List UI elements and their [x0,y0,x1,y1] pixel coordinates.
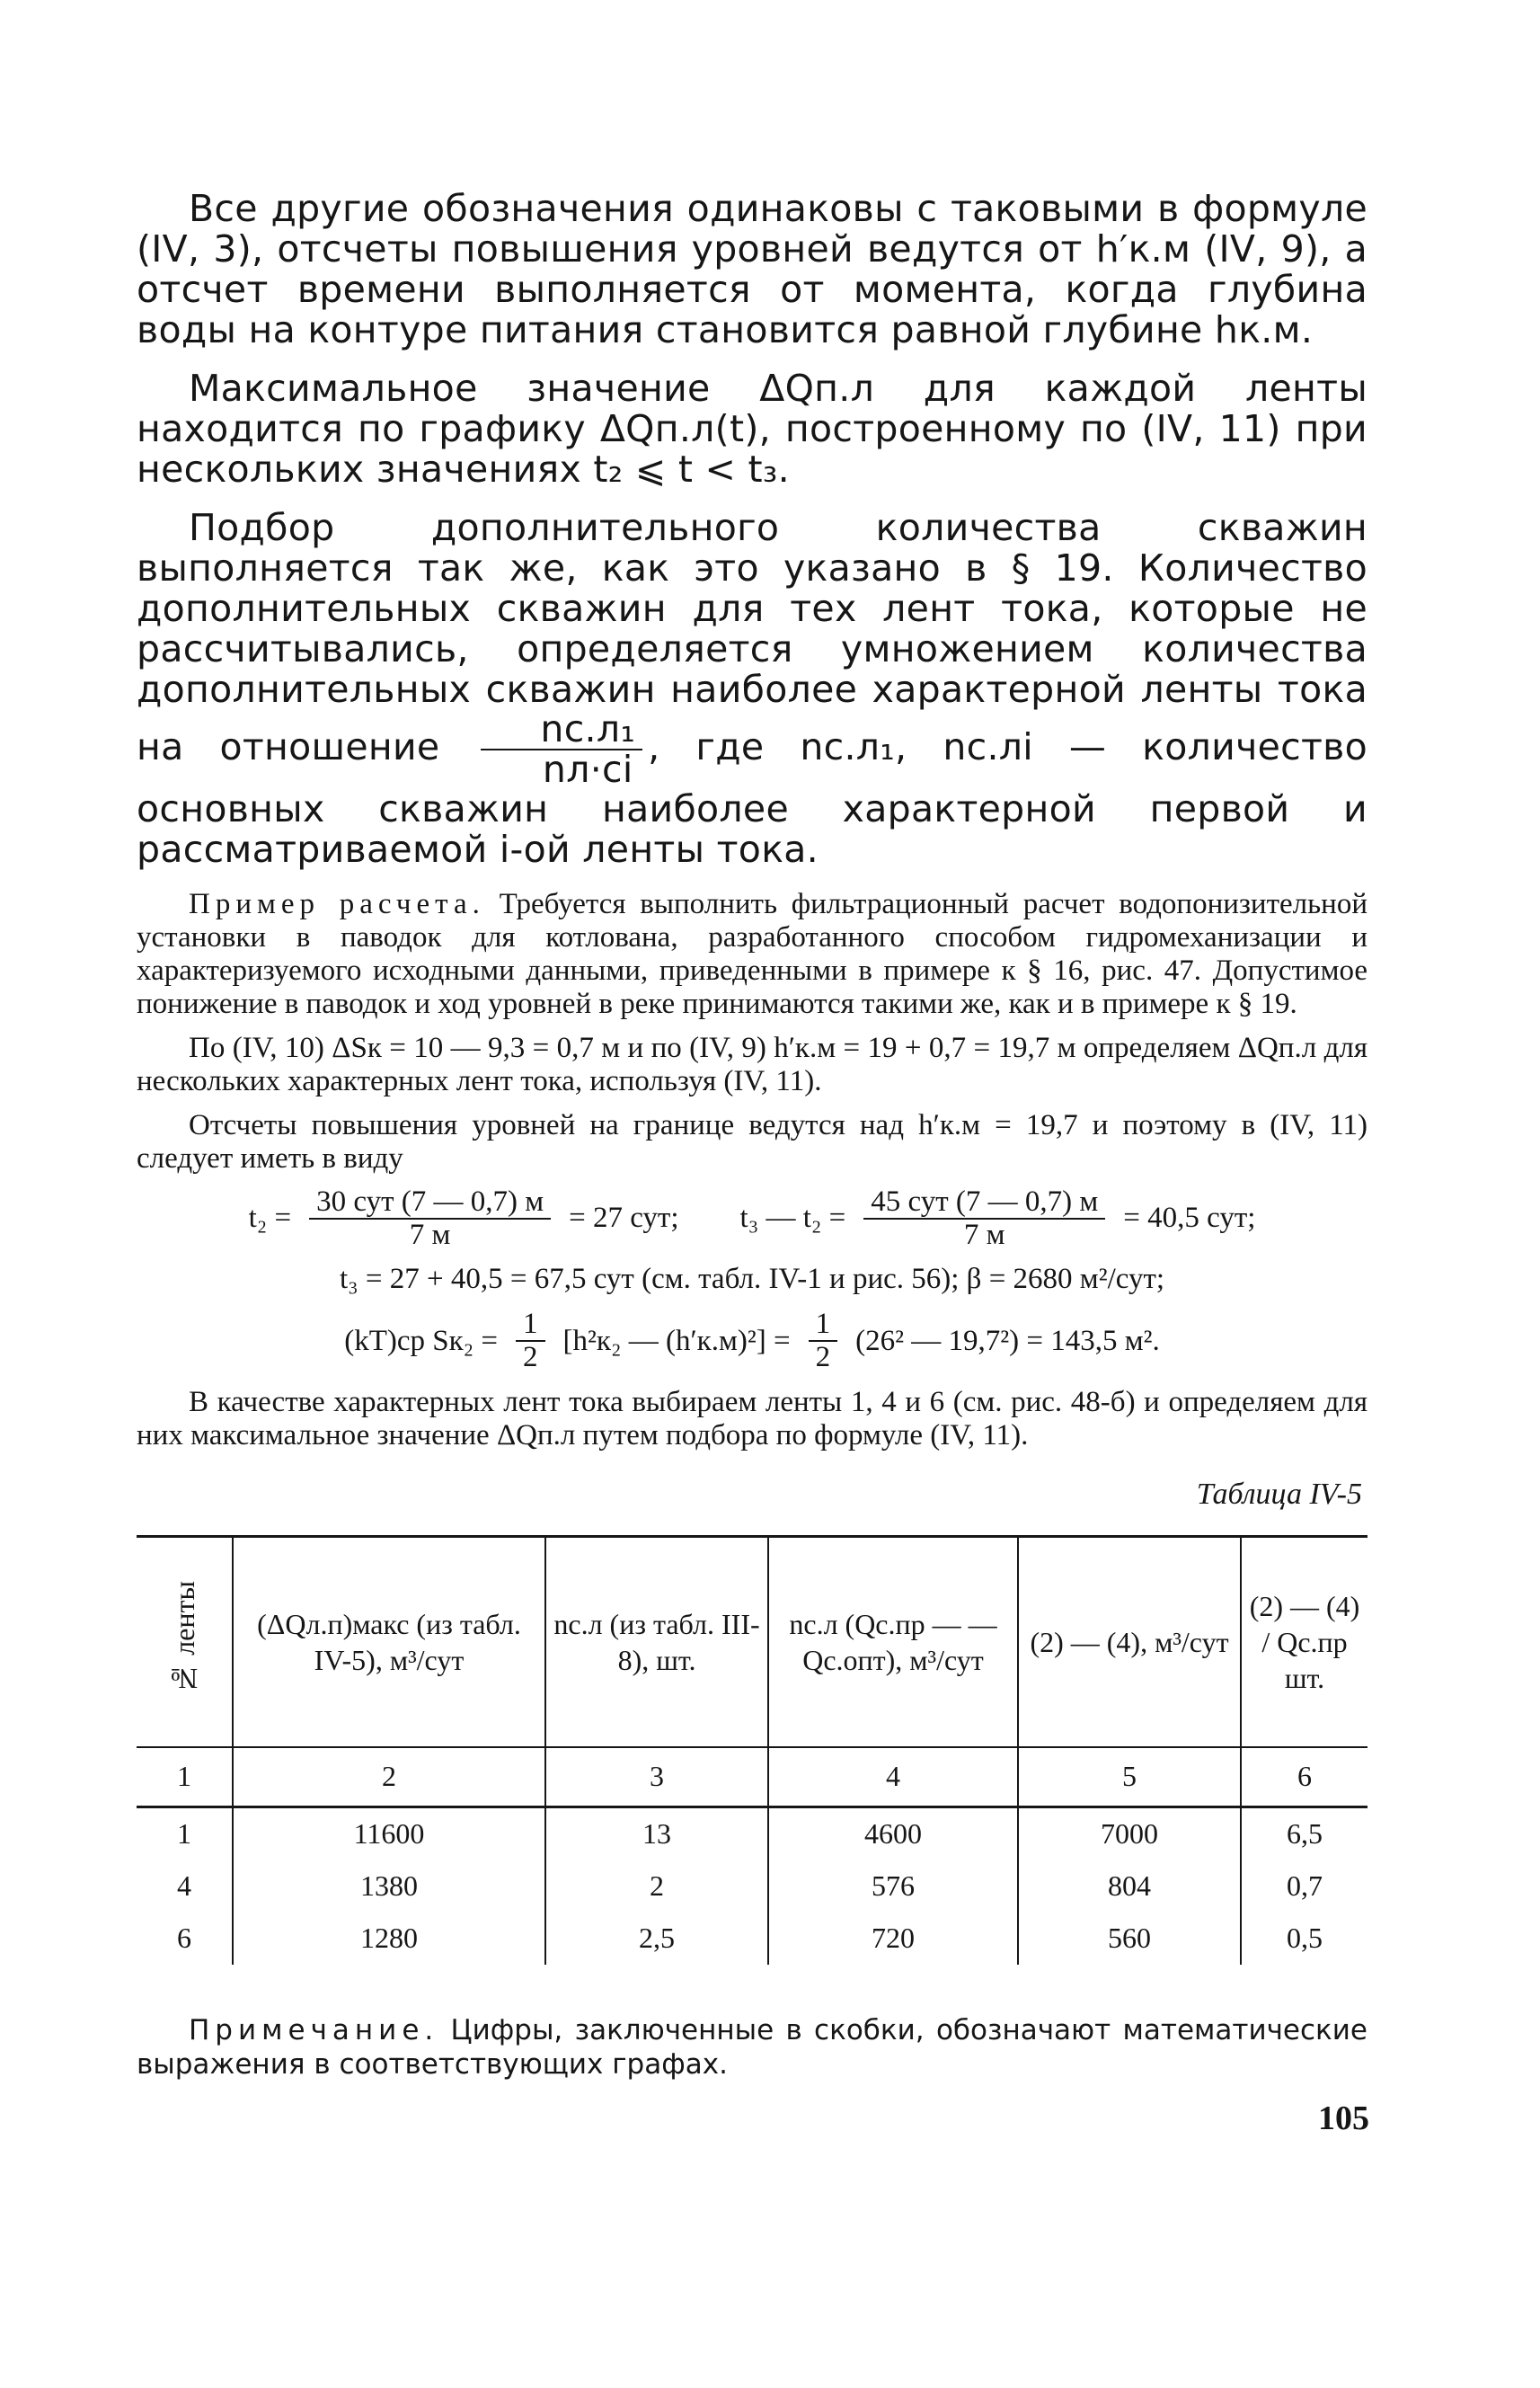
half-numerator-1: 1 [516,1309,545,1342]
header-discharge-diff: nс.л (Qс.пр — — Qс.опт), м³/сут [768,1536,1018,1747]
paragraph-max-value: Максимальное значение ΔQп.л для каждой ленты находится по графику ΔQп.л(t), построенному по (IV, 11) при нескольких значениях t₂ ⩽ t < t₃. [137,367,1367,491]
formula-t2-denominator: 7 м [409,1218,451,1251]
header-well-count: nс.л (из табл. III-8), шт. [545,1536,768,1747]
formula-kt-mid: [h²к₂ — (h′к.м)²] = [562,1324,791,1357]
table-cell: 3 [545,1747,768,1807]
formula-t2-t3 [137,1186,1367,1250]
formula-kt-half-2 [809,1309,838,1372]
paragraph-well-selection-end: , где nс.л₁, nс.лi — количество основных скважин наиболее характерной первой и рассматриваемой i-ой ленты тока. [137,725,1367,872]
half-denominator-2: 2 [815,1341,831,1374]
table-cell: 576 [768,1860,1018,1913]
table-cell: 11600 [233,1807,545,1860]
half-denominator-1: 2 [523,1341,538,1374]
table-cell: 6 [177,1922,191,1955]
half-numerator-2: 1 [809,1309,838,1342]
table-cell: 5 [1018,1747,1241,1807]
note-lead: Примечание. [189,2013,439,2046]
note-text: Цифры, заключенные в скобки, обозначают математические выражения в соответствующих графах. [137,2013,1367,2081]
paragraph-well-selection-start: Подбор дополнительного количества скважин выполняется так же, как это указано в § 19. Количество дополнительных скважин для тех лент тока, которые не рассчитывались, определяется умножением количества дополнительных скважин наиболее характерной ленты тока на отношение [137,506,1367,769]
paragraph-notation: Все другие обозначения одинаковы с таковыми в формуле (IV, 3), отсчеты повышения уровней ведутся от h′к.м (IV, 9), а отсчет времени выполняется от момента, когда глубина воды на контуре питания становится равной глубине hк.м. [137,187,1367,351]
header-ratio: (2) — (4) / Qс.пр шт. [1241,1536,1367,1747]
table-cell: 4 [768,1747,1018,1807]
table-cell: 1380 [233,1860,545,1913]
results-table [137,1535,1367,1965]
table-cell: 2 [545,1860,768,1913]
page-number: 105 [1318,2099,1369,2137]
example-lead: Пример расчета. [189,888,485,921]
paragraph-well-selection [137,508,1367,870]
table-cell: 2 [233,1747,545,1807]
ratio-denominator: nл·сi [542,748,633,792]
formula-t2-lhs: t₂ = [248,1202,292,1235]
table-note [137,2013,1367,2082]
formula-kt-half-1 [516,1309,545,1372]
formula-t3-sum: t₃ = 27 + 40,5 = 67,5 сут (см. табл. IV-1 и рис. 56); β = 2680 м²/сут; [339,1263,1165,1296]
formula-t3-lhs: t₃ — t₂ = [739,1202,846,1235]
ratio-fraction [481,707,642,792]
formula-t3-rhs: = 40,5 сут; [1123,1202,1256,1235]
table-row [137,1860,1367,1913]
paragraph-calc-delta: По (IV, 10) ΔSк = 10 — 9,3 = 0,7 м и по (IV, 9) h′к.м = 19 + 0,7 = 19,7 м определяем ΔQп.л для нескольких характерных лент тока, используя (IV, 11). [137,1032,1367,1098]
table-cell: 6,5 [1241,1807,1367,1860]
paragraph-example [137,888,1367,1021]
header-max-discharge: (ΔQл.п)макс (из табл. IV-5), м³/сут [233,1536,545,1747]
formula-t2-rhs: = 27 сут; [569,1202,679,1235]
table-cell: 2,5 [545,1913,768,1965]
table-cell: 560 [1018,1913,1241,1965]
formula-t3-denominator: 7 м [963,1218,1005,1251]
formula-t2-fraction [309,1186,551,1250]
paragraph-characteristic-bands: В качестве характерных лент тока выбираем ленты 1, 4 и 6 (см. рис. 48-б) и определяем для них максимальное значение ΔQп.л путем подбора по формуле (IV, 11). [137,1385,1367,1451]
table-header-row [137,1536,1367,1747]
table-cell: 1 [137,1747,233,1807]
table-cell: 1280 [233,1913,545,1965]
header-band-number: № ленты [137,1536,233,1747]
table-cell: 804 [1018,1860,1241,1913]
formula-kt-lhs: (kT)ср Sк₂ = [344,1324,499,1357]
formula-t3-numerator: 45 сут (7 — 0,7) м [863,1186,1105,1220]
table-cell: 0,7 [1241,1860,1367,1913]
page-content [137,189,1367,2082]
table-cell: 0,5 [1241,1913,1367,1965]
formula-kt-rhs: (26² — 19,7²) = 143,5 м². [855,1324,1160,1357]
table-index-row [137,1747,1367,1807]
table-cell: 13 [545,1807,768,1860]
table-cell: 4 [177,1869,191,1903]
formula-t2-numerator: 30 сут (7 — 0,7) м [309,1186,551,1220]
formula-t3-fraction [863,1186,1105,1250]
table-row [137,1913,1367,1965]
example-text: Требуется выполнить фильтрационный расчет водопонизительной установки в паводок для котлована, разработанного способом гидромеханизации и характеризуемого исходными данными, приведенными в примере к § 16, рис. 47. Допустимое понижение в паводок и ход уровней в реке принимаются такими же, как и в примере к § 19. [137,888,1367,1021]
table-cell: 6 [1241,1747,1367,1807]
table-cell: 720 [768,1913,1018,1965]
formula-kt [137,1309,1367,1372]
header-col-diff: (2) — (4), м³/сут [1018,1536,1241,1747]
ratio-numerator: nс.л₁ [481,710,642,750]
table-row [137,1807,1367,1860]
table-cell: 7000 [1018,1807,1241,1860]
paragraph-level-reading: Отсчеты повышения уровней на границе ведутся над h′к.м = 19,7 и поэтому в (IV, 11) следует иметь в виду [137,1109,1367,1176]
table-cell: 4600 [768,1807,1018,1860]
table-cell: 1 [177,1817,191,1851]
table-caption: Таблица IV-5 [1196,1477,1362,1511]
